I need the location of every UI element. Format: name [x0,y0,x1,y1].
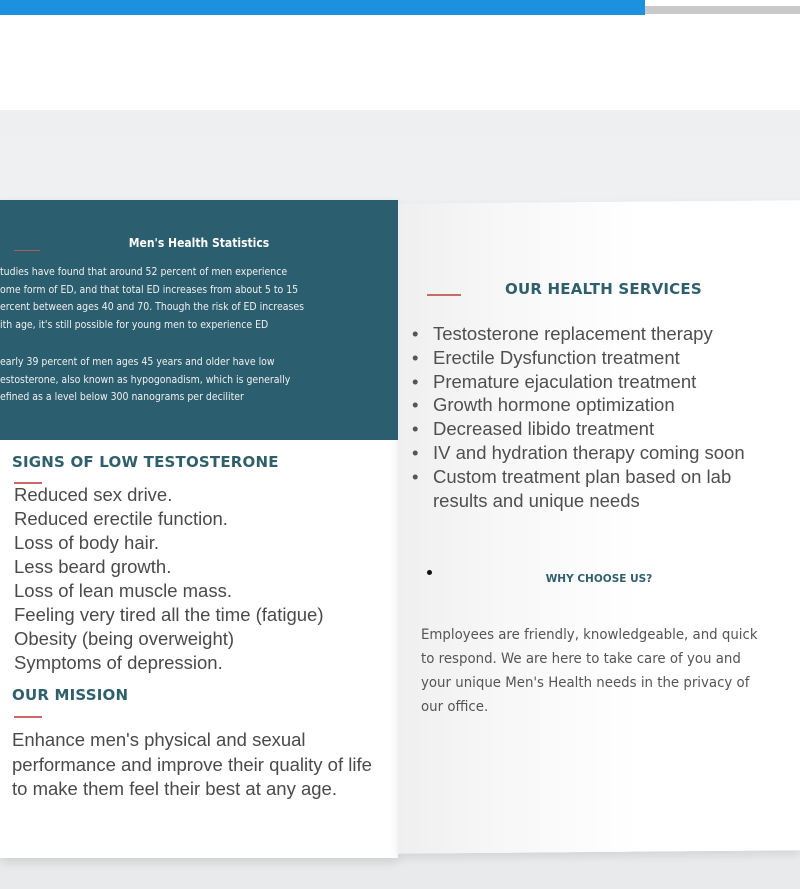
stats-rule [14,250,40,251]
list-item [412,489,800,513]
stats-paragraph-ed: tudies have found that around 52 percent of men experience ome form of ED, and that total ED increases from about 5 to 15 ercent between ages 40 and 70. Though the risk of ED increases ith age, it's still possible for young men to experience ED [0,267,305,331]
service-label: Custom treatment plan based on lab [433,465,732,487]
list-item: Feeling very tired all the time (fatigue) [14,604,324,625]
list-item: Reduced sex drive. [14,484,173,505]
bullet-icon: • [412,323,419,344]
list-item [412,370,800,394]
list-item: Reduced erectile function. [14,508,228,529]
progress-played [0,0,645,15]
bullet-icon: • [412,394,419,416]
why-heading: WHY CHOOSE US? [545,573,653,585]
video-progress-bar[interactable] [0,0,800,15]
list-item [412,346,800,370]
list-item: Less beard growth. [14,556,172,577]
list-item [412,417,800,441]
service-label: Decreased libido treatment [433,418,655,440]
service-label: Growth hormone optimization [433,394,675,416]
service-label: Testosterone replacement therapy [433,323,713,344]
service-label: IV and hydration therapy coming soon [433,441,745,463]
stats-paragraph-testosterone: early 39 percent of men ages 45 years and older have low estosterone, also known as hypogonadism, which is generally efined as a level below 300 nanograms per deciliter [0,357,291,403]
list-item [412,465,800,489]
list-item [412,322,800,346]
list-item [412,393,800,417]
bullet-icon: • [412,465,419,487]
list-item [412,441,800,465]
signs-list [14,483,324,675]
signs-heading: SIGNS OF LOW TESTOSTERONE [12,453,279,471]
list-item: Symptoms of depression. [14,652,223,673]
bullet-icon: • [412,418,419,440]
list-item: Loss of lean muscle mass. [14,580,232,601]
mission-rule [14,716,42,718]
list-item: Loss of body hair. [14,532,160,553]
why-text: Employees are friendly, knowledgeable, and quick to respond. We are here to take care of you and your unique Men's Health needs in the privacy of our office. [421,627,758,715]
services-list [412,322,800,512]
mission-text: Enhance men's physical and sexual performance and improve their quality of life to make them feel their best at any age. [12,729,372,799]
mission-heading: OUR MISSION [12,686,129,704]
stats-title: Men's Health Statistics [128,236,270,250]
brochure-right-panel [398,200,800,854]
services-heading: OUR HEALTH SERVICES [505,280,702,298]
service-label: Erectile Dysfunction treatment [433,346,680,368]
bullet-icon: • [412,441,419,463]
bullet-icon: • [412,370,419,392]
services-rule [427,294,461,296]
list-item: Obesity (being overweight) [14,628,235,649]
stats-box [0,200,398,440]
progress-remaining [645,6,800,14]
service-label-continued: results and unique needs [433,489,640,511]
bullet-icon: • [412,346,419,368]
service-label: Premature ejaculation treatment [433,370,697,392]
